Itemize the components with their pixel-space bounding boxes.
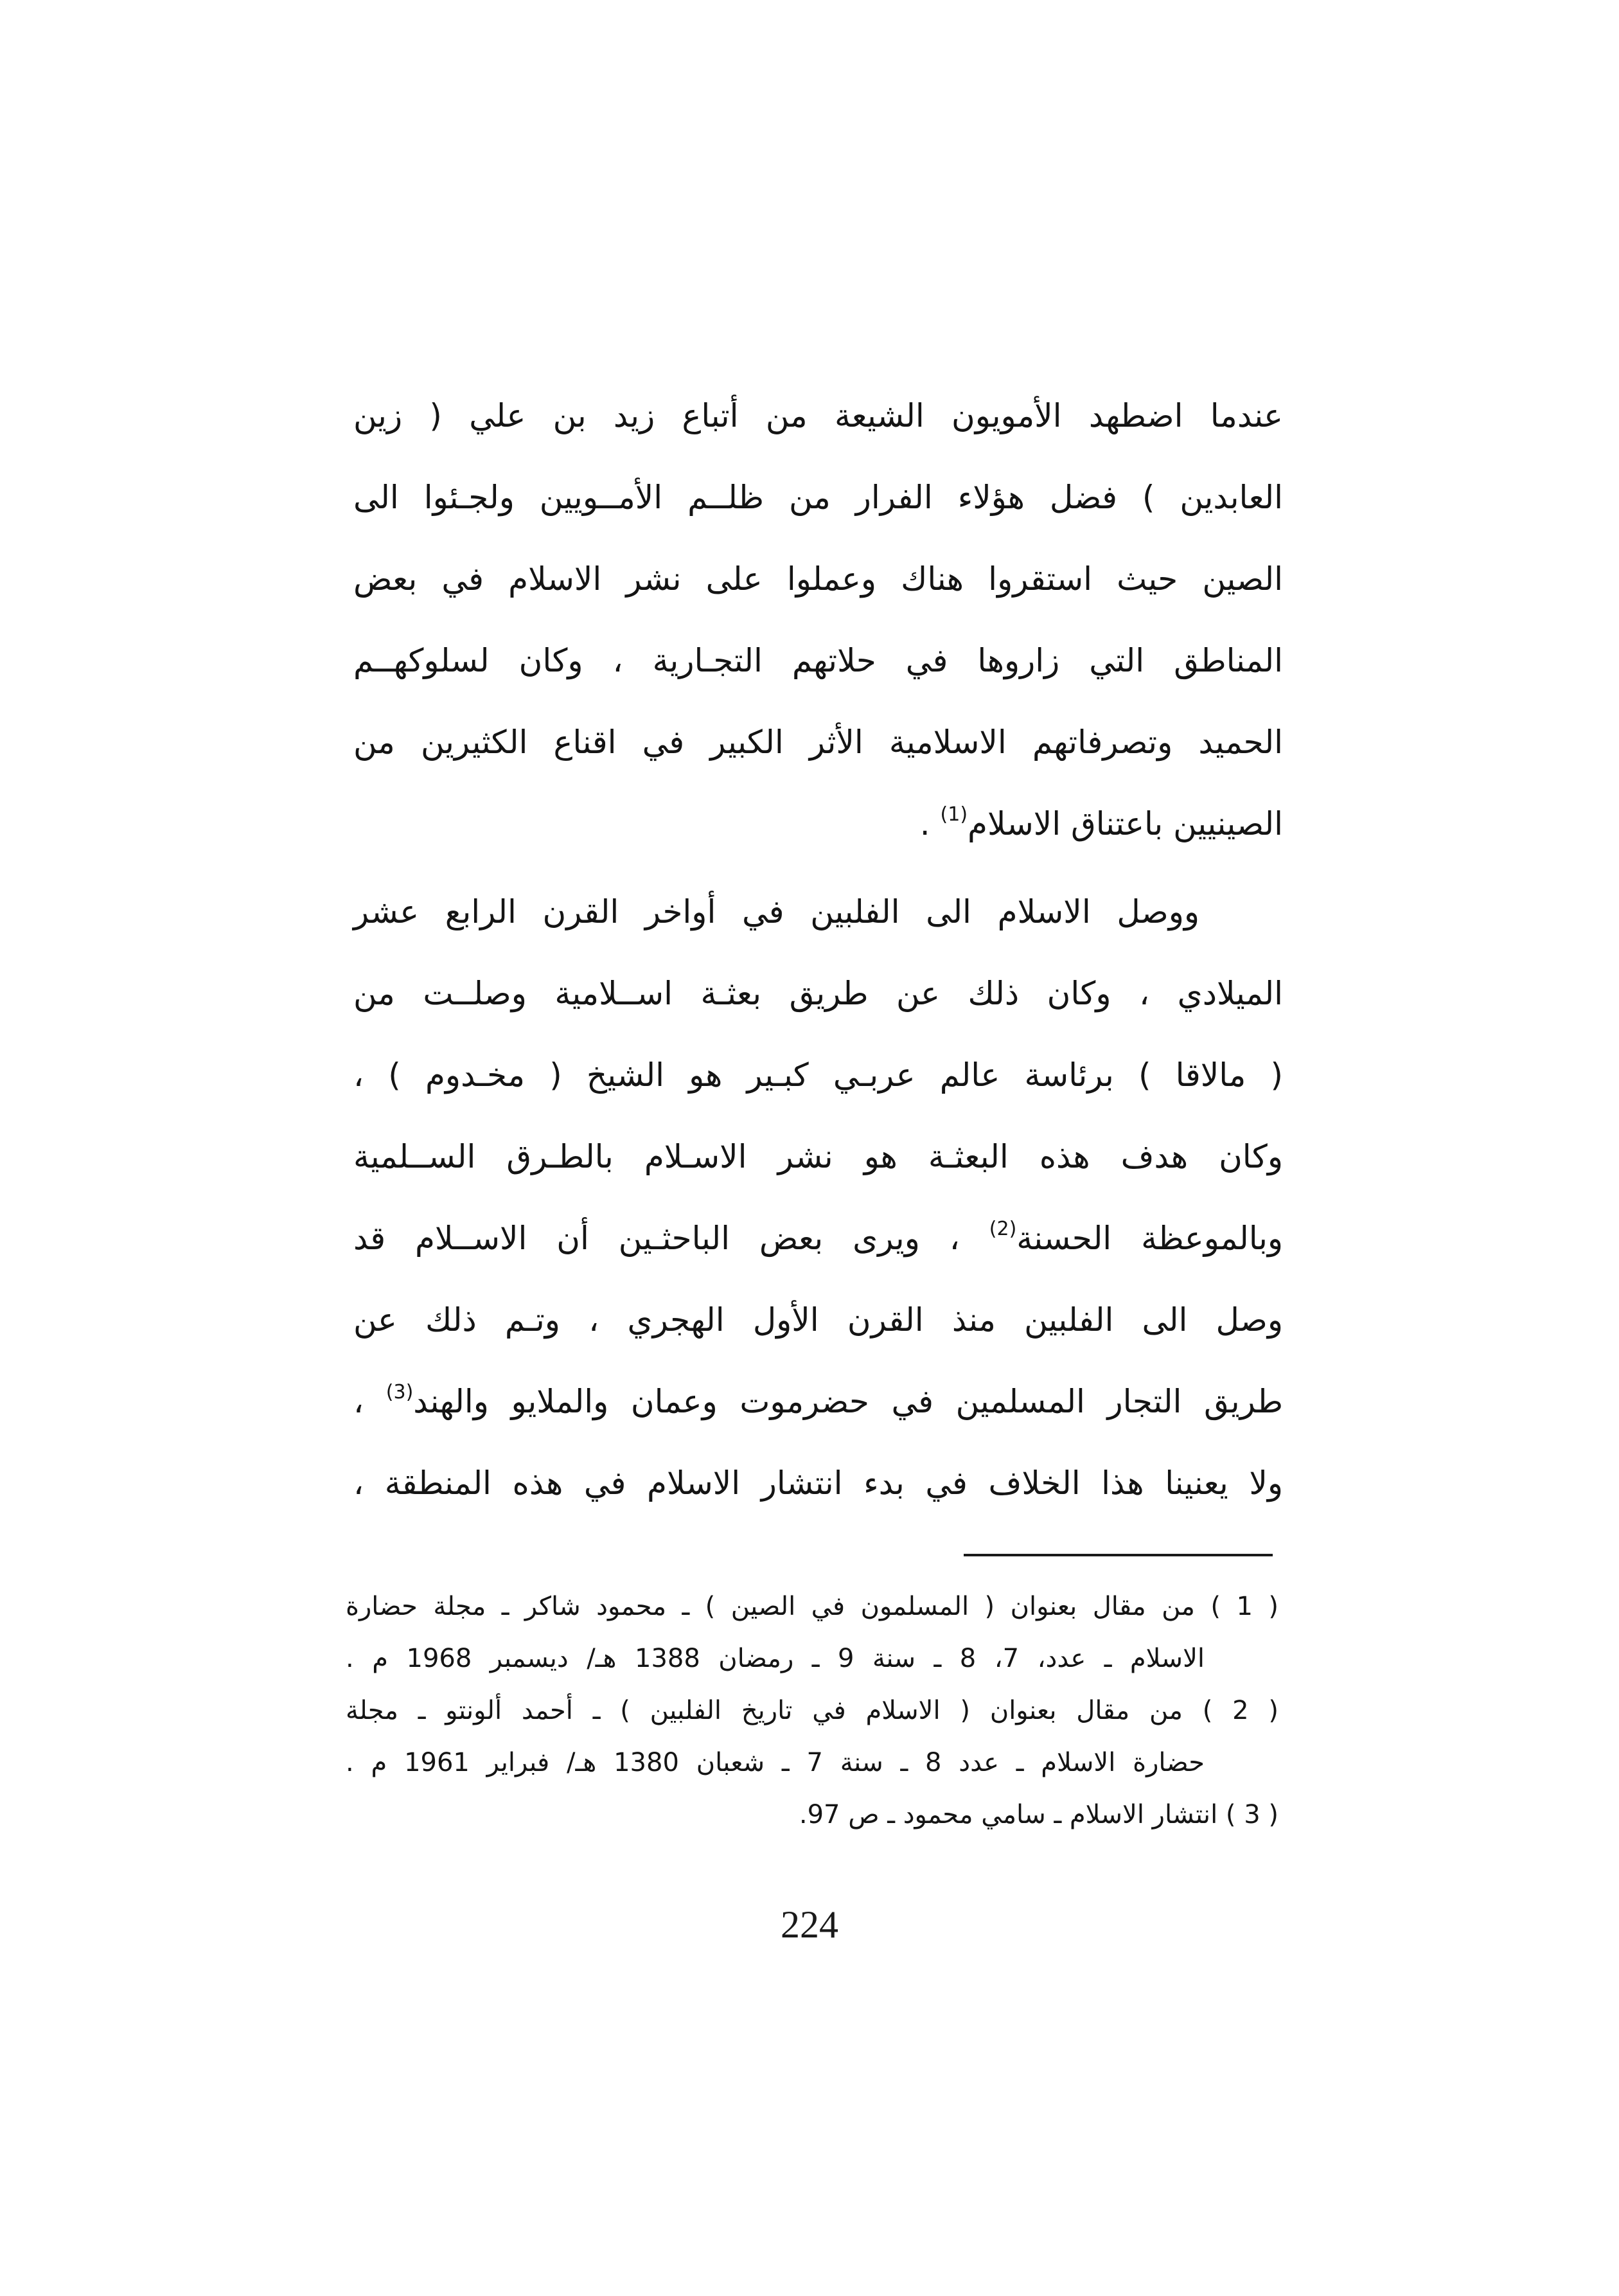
text-line xyxy=(353,1035,1283,1116)
text-line xyxy=(353,538,1283,620)
line-text: الميلادي ، وكان ذلك عن طريق بعثـة اســلامية وصلــت من xyxy=(353,975,1283,1012)
text-line xyxy=(353,783,1283,865)
footnote-separator xyxy=(964,1554,1273,1556)
line-text: المناطق التي زاروها في حلاتهم التجـارية ، وكان لسلوكهــم xyxy=(353,642,1283,679)
footnote-reference: (1) xyxy=(940,803,968,826)
line-text: ولا يعنينا هذا الخلاف في بدء انتشار الاسلام في هذه المنطقة ، xyxy=(353,1464,1283,1502)
line-text: ووصل الاسلام الى الفلبين في أواخر القرن الرابع عشر xyxy=(353,893,1199,930)
footnotes xyxy=(346,1581,1278,1841)
footnote-2-line: ( 2 ) من مقال بعنوان ( الاسلام في تاريخ الفلبين ) ـ أحمد ألونتو ـ مجلة xyxy=(346,1696,1278,1725)
paragraph-1 xyxy=(353,375,1283,865)
line-text: الصينيين باعتناق الاسلام xyxy=(968,805,1283,842)
line-text: ، xyxy=(353,1383,386,1420)
text-line xyxy=(353,375,1283,457)
text-line xyxy=(353,1279,1283,1361)
line-text: عندما اضطهد الأمويون الشيعة من أتباع زيد بن علي ( زين xyxy=(353,397,1283,434)
footnote-2-line: حضارة الاسلام ـ عدد 8 ـ سنة 7 ـ شعبان 1380 هـ/ فبراير 1961 م . xyxy=(346,1748,1205,1777)
paragraph-2 xyxy=(353,871,1283,1524)
footnote-reference: (2) xyxy=(989,1218,1017,1240)
text-line xyxy=(353,1361,1283,1443)
line-text: طريق التجار المسلمين في حضرموت وعمان والملايو والهند xyxy=(413,1383,1284,1420)
text-line xyxy=(353,702,1283,783)
line-text: الصين حيث استقروا هناك وعملوا على نشر الاسلام في بعض xyxy=(353,560,1283,598)
text-line xyxy=(353,1116,1283,1198)
line-text: العابدين ) فضل هؤلاء الفرار من ظلــم الأمــويين ولجـئوا الى xyxy=(353,479,1283,516)
footnote-3-line: ( 3 ) انتشار الاسلام ـ سامي محمود ـ ص 97. xyxy=(799,1800,1278,1829)
line-text: ( مالاقا ) برئاسة عالم عربـي كبـير هو الشيخ ( مخـدوم ) ، xyxy=(353,1056,1283,1094)
page-number: 224 xyxy=(781,1903,838,1946)
line-text: ، ويرى بعض الباحثـين أن الاســلام قد xyxy=(353,1220,989,1257)
text-line xyxy=(353,871,1283,953)
line-text: . xyxy=(919,805,941,842)
footnote-reference: (3) xyxy=(385,1381,414,1403)
text-line xyxy=(353,457,1283,538)
line-text: وكان هدف هذه البعثـة هو نشر الاسـلام بالطـرق الســلمية xyxy=(353,1138,1283,1175)
text-line xyxy=(353,620,1283,702)
footnote-1-line: الاسلام ـ عدد، 7، 8 ـ سنة 9 ـ رمضان 1388 هـ/ ديسمبر 1968 م . xyxy=(346,1644,1205,1673)
text-line xyxy=(353,953,1283,1035)
line-text: وبالموعظة الحسنة xyxy=(1016,1220,1283,1257)
line-text: وصل الى الفلبين منذ القرن الأول الهجري ، وتـم ذلك عن xyxy=(353,1301,1283,1339)
text-line xyxy=(353,1198,1283,1279)
text-line xyxy=(353,1443,1283,1524)
line-text: الحميد وتصرفاتهم الاسلامية الأثر الكبير في اقناع الكثيرين من xyxy=(353,724,1283,761)
footnote-1-line: ( 1 ) من مقال بعنوان ( المسلمون في الصين ) ـ محمود شاكر ـ مجلة حضارة xyxy=(346,1592,1278,1621)
